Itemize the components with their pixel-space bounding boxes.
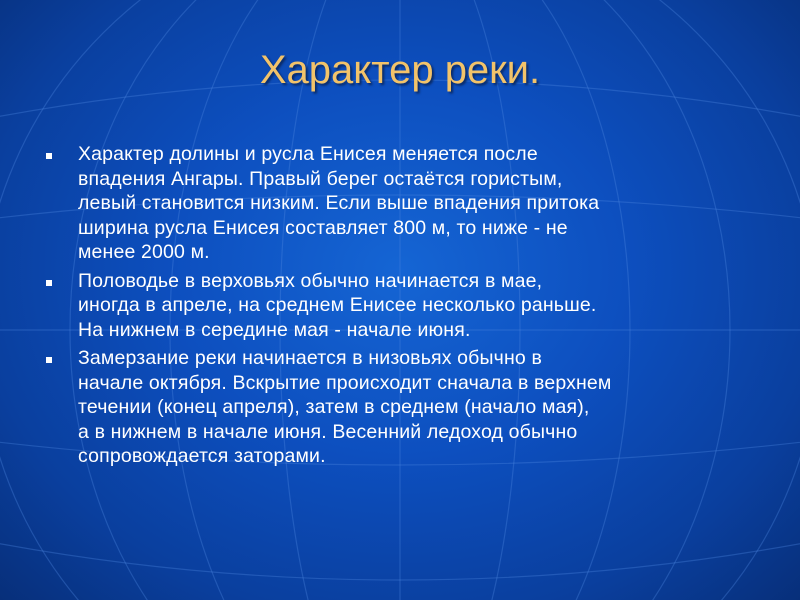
square-bullet-icon [46, 153, 52, 159]
bullet-list [40, 142, 775, 473]
slide-title: Характер реки. [259, 48, 541, 92]
square-bullet-icon [46, 280, 52, 286]
bullet-item [40, 269, 775, 343]
square-bullet-icon [46, 357, 52, 363]
bullet-text: Замерзание реки начинается в низовьях обычно в начале октября. Вскрытие происходит сначала в верхнем течении (конец апреля), затем в среднем (начало мая), а в нижнем в начале июня. Весенний ледоход обычно сопровождается заторами. [78, 347, 612, 467]
bullet-item [40, 142, 775, 265]
bullet-item [40, 346, 775, 469]
bullet-text: Характер долины и русла Енисея меняется после впадения Ангары. Правый берег остаётся гористым, левый становится низким. Если выше впадения притока ширина русла Енисея составляет 800 м, то ниже - не менее 2000 м. [78, 143, 600, 263]
bullet-text: Половодье в верховьях обычно начинается в мае, иногда в апреле, на среднем Енисее несколько раньше. На нижнем в середине мая - начале июня. [78, 269, 597, 341]
